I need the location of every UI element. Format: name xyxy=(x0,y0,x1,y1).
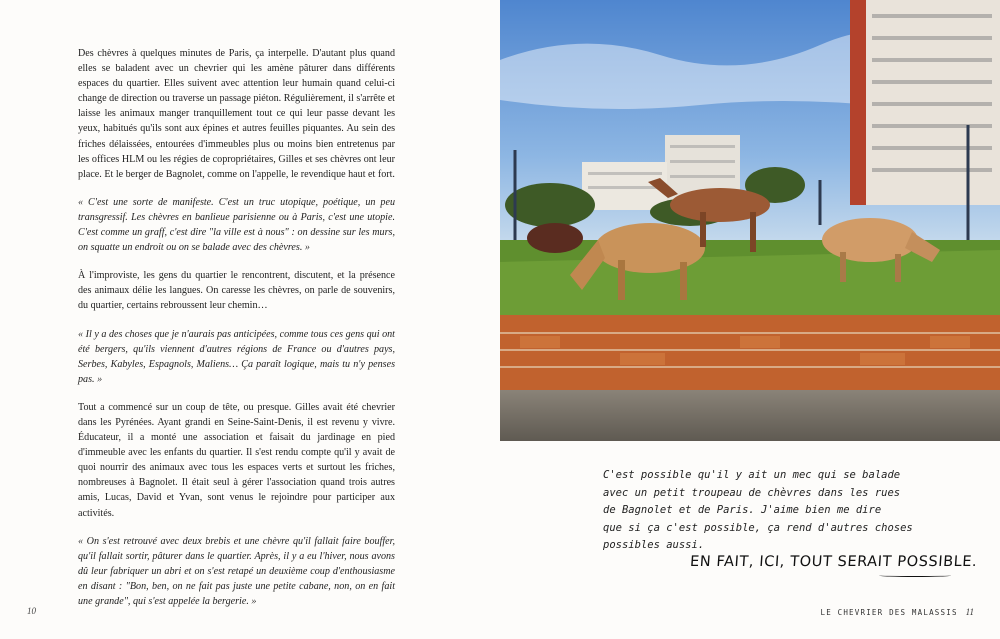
handwritten-caps-text: EN FAIT, ICI, TOUT SERAIT POSSIBLE. xyxy=(689,554,978,570)
handwritten-line: possibles aussi. xyxy=(603,539,705,551)
quote-manifeste: « C'est une sorte de manifeste. C'est un truc utopique, poétique, un peu transgressif. Les chèvres en banlieue parisienne ou à Paris, c'est une utopie. C'est comme un graff, c'est dire "la ville est à nous" : on dessine sur les murs, on squatte un endroit ou on se balade avec des chèvres. » xyxy=(78,196,395,254)
handwritten-quote xyxy=(603,467,913,555)
right-page xyxy=(500,0,1000,639)
caps-underline xyxy=(879,574,951,577)
handwritten-caps-line xyxy=(689,554,977,570)
tower-building xyxy=(850,0,1000,205)
brick-wall xyxy=(500,315,1000,390)
page-number-left: 10 xyxy=(27,606,36,616)
handwritten-line: C'est possible qu'il y ait un mec qui se balade xyxy=(603,469,901,481)
page-number-right: 11 xyxy=(965,607,974,617)
running-head xyxy=(820,607,974,617)
goats-photo xyxy=(500,0,1000,441)
article-column xyxy=(78,46,395,622)
goat-dark xyxy=(527,223,583,253)
handwritten-line: avec un petit troupeau de chèvres dans les rues xyxy=(603,486,901,499)
quote-bergers: « Il y a des choses que je n'aurais pas anticipées, comme tous ces gens qui ont été bergers, qu'ils viennent d'autres régions de France ou d'autres pays, Serbes, Kabyles, Espagnols, Maliens… Ça paraît logique, mais tu n'y penses pas. » xyxy=(78,328,395,385)
handwritten-line: de Bagnolet et de Paris. J'aime bien me dire xyxy=(603,504,882,516)
paragraph-improviste: À l'improviste, les gens du quartier le rencontrent, discutent, et la présence des animaux délie les langues. On caresse les chèvres, on parle de souvenirs, du quartier, certains rebroussent leur chemin… xyxy=(78,270,395,312)
pavement xyxy=(500,390,1000,441)
running-head-title: LE CHEVRIER DES MALASSIS xyxy=(820,608,958,617)
handwritten-line: que si ça c'est possible, ça rend d'autres choses xyxy=(603,521,913,534)
quote-bergerie: « On s'est retrouvé avec deux brebis et une chèvre qu'il fallait faire bouffer, qu'il fallait sortir, pâturer dans le quartier. Après, il y a eu l'hiver, nous avons dû leur fabriquer un abri et on s'est retapé un deuxième coup d'enthousiasme en disant : "Bon, ben, on ne fait pas juste une petite cabane, non, on en fait une grande", qui s'est appelée la bergerie. » xyxy=(78,535,395,607)
paragraph-intro: Des chèvres à quelques minutes de Paris, ça interpelle. D'autant plus quand elles se baladent avec un chevrier qui les amène pâturer dans différents espaces du quartier. Elles suivent avec attention leur humain quand celui-ci change de direction ou traverse un passage piéton. Régulièrement, il s'arrête et laisse les animaux manger tranquillement tout ce qui leur passe devant les yeux, habitués qu'ils sont aux épines et autres feuilles piquantes. Au sein des friches délaissées, entourées d'immeubles plus ou moins bien entretenus par les offices HLM ou les régies de copropriétaires, Gilles et ses chèvres ont leur place. Et le berger de Bagnolet, comme on l'appelle, le revendique haut et fort. xyxy=(78,48,395,180)
paragraph-origins: Tout a commencé sur un coup de tête, ou presque. Gilles avait été chevrier dans les Pyrénées. Ayant grandi en Seine-Saint-Denis, il est revenu y vivre. Éducateur, il a monté une association et faisait du jardinage en pied d'immeuble avec les enfants du quartier. Il s'est rendu compte qu'il y avait de quoi nourrir des animaux avec tous les espaces verts et surtout les friches, nombreuses à Bagnolet. Il était seul à gérer l'association quand trois autres amis, Lucas, David et Yvan, sont venus le rejoindre pour participer aux activités. xyxy=(78,401,395,519)
